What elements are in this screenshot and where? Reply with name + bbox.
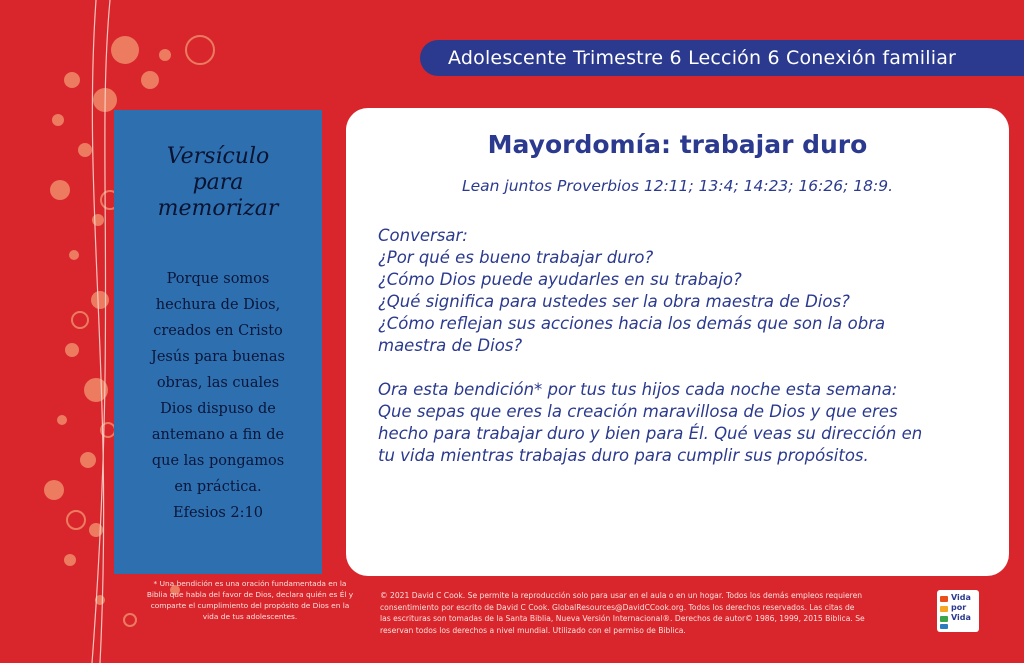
header-title: Adolescente Trimestre 6 Lección 6 Conexión familiar [448, 47, 957, 69]
memory-verse-title [122, 144, 314, 222]
discussion-questions [378, 225, 977, 357]
verse-line: en práctica. [174, 479, 262, 495]
copyright-line: © 2021 David C Cook. Se permite la reproducción solo para usar en el aula o en un hogar. Todos los demás empleos requieren [380, 591, 863, 600]
verse-line: que las pongamos [151, 453, 285, 469]
footnote-line: Biblia que habla del favor de Dios, declara quién es Él y [146, 590, 354, 599]
discussion-line: ¿Cómo Dios puede ayudarles en su trabajo? [378, 270, 742, 289]
blessing-line: Ora esta bendición* por tus tus hijos cada noche esta semana: [378, 380, 898, 399]
memory-verse-card [114, 110, 322, 574]
logo-bar [940, 596, 948, 602]
footnote-line: comparte el cumplimiento del propósito de Dios en la [150, 601, 350, 610]
lesson-title: Mayordomía: trabajar duro [487, 130, 868, 159]
discussion-line: maestra de Dios? [378, 336, 523, 355]
vida-por-vida-logo [937, 590, 979, 632]
verse-line: hechura de Dios, [155, 297, 281, 313]
logo-bar [940, 624, 948, 629]
verse-title-line: memorizar [157, 196, 279, 221]
logo-bar [940, 616, 948, 622]
copyright-notice [380, 590, 930, 636]
blessing-line: Que sepas que eres la creación maravillosa de Dios y que eres [378, 402, 898, 421]
footnote-line: * Una bendición es una oración fundamentada en la [153, 579, 347, 588]
blessing-line: hecho para trabajar duro y bien para Él. Qué veas su dirección en [378, 424, 923, 443]
logo-bar [940, 606, 948, 612]
header-banner [420, 40, 1024, 76]
lesson-card [346, 108, 1009, 576]
copyright-line: consentimiento por escrito de David C Cook. GlobalResources@DavidCCook.org. Todos los derechos reservados. Las citas de [380, 602, 855, 612]
memory-verse-text [122, 266, 314, 526]
verse-line: Dios dispuso de [160, 401, 276, 417]
blessing-line: tu vida mientras trabajas duro para cumplir sus propósitos. [378, 446, 869, 465]
discussion-line: ¿Cómo reflejan sus acciones hacia los demás que son la obra [378, 314, 886, 333]
verse-reference: Efesios 2:10 [173, 505, 263, 521]
discussion-line: ¿Por qué es bueno trabajar duro? [378, 248, 654, 267]
discussion-line: ¿Qué significa para ustedes ser la obra maestra de Dios? [378, 292, 850, 311]
verse-line: Jesús para buenas [151, 349, 285, 365]
logo-text-line: Vida [951, 613, 971, 622]
discussion-heading: Conversar: [378, 226, 468, 245]
blessing-footnote [138, 578, 362, 622]
logo-text-line: por [951, 603, 967, 612]
verse-line: Porque somos [166, 271, 270, 287]
verse-title-line: para [192, 170, 244, 195]
verse-title-line: Versículo [166, 144, 270, 169]
copyright-line: reservan todos los derechos a nivel mundial. Utilizado con el permiso de Biblica. [380, 625, 686, 635]
blessing-prayer [378, 379, 977, 467]
scripture-reading: Lean juntos Proverbios 12:11; 13:4; 14:23; 16:26; 18:9. [462, 177, 893, 195]
verse-line: obras, las cuales [156, 375, 280, 391]
verse-line: antemano a fin de [151, 427, 285, 443]
copyright-line: las escrituras son tomadas de la Santa Biblia, Nueva Versión Internacional®. Derechos de autor© 1986, 1999, 2015 Biblica. Se [380, 614, 865, 623]
logo-text-line: Vida [951, 593, 971, 602]
footnote-line: vida de tus adolescentes. [202, 612, 298, 621]
verse-line: creados en Cristo [153, 323, 283, 339]
